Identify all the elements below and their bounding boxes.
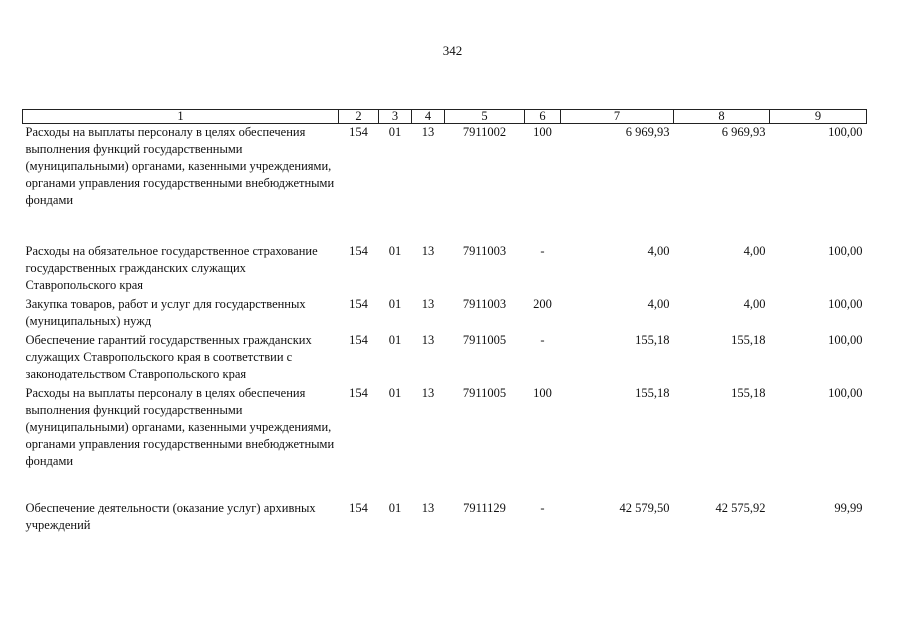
cell-c3: 01: [388, 125, 402, 139]
cell-c9: 100,00: [828, 125, 863, 139]
cell-c2: 154: [349, 333, 368, 347]
header-cell: 3: [379, 110, 412, 124]
header-cell: 8: [674, 110, 770, 124]
row-name: Обеспечение деятельности (оказание услуг) архивных учреждений: [25, 501, 316, 532]
cell-c3: 01: [388, 244, 402, 258]
header-cell: 1: [23, 110, 339, 124]
cell-c6: -: [540, 333, 545, 347]
cell-c4: 13: [421, 297, 435, 311]
cell-c7: 4,00: [647, 244, 670, 258]
budget-table: [22, 109, 867, 534]
cell-c5: 7911005: [462, 333, 507, 347]
row-spacer: [23, 470, 867, 500]
row-name: Расходы на выплаты персоналу в целях обеспечения выполнения функций государственными (муниципальными) органами, казенными учреждениями, органами управления государственными внебюджетными фондами: [25, 386, 335, 468]
cell-c7: 155,18: [635, 386, 670, 400]
cell-c4: 13: [421, 501, 435, 515]
cell-c6: -: [540, 501, 545, 515]
table-row: [23, 243, 867, 294]
cell-c8: 4,00: [743, 244, 766, 258]
header-cell: 9: [770, 110, 867, 124]
cell-c5: 7911002: [462, 125, 507, 139]
header-cell: 7: [561, 110, 674, 124]
table-row: [23, 385, 867, 470]
cell-c8: 6 969,93: [721, 125, 766, 139]
page-number: 342: [442, 43, 463, 58]
cell-c2: 154: [349, 125, 368, 139]
row-name: Расходы на выплаты персоналу в целях обеспечения выполнения функций государственными (муниципальными) органами, казенными учреждениями, органами управления государственными внебюджетными фондами: [25, 125, 335, 207]
cell-c3: 01: [388, 386, 402, 400]
row-name: Обеспечение гарантий государственных гражданских служащих Ставропольского края в соответствии с законодательством Ставропольского края: [25, 333, 312, 381]
header-cell: 5: [445, 110, 525, 124]
header-cell: 4: [412, 110, 445, 124]
cell-c9: 100,00: [828, 244, 863, 258]
cell-c5: 7911003: [462, 297, 507, 311]
table-row: [23, 124, 867, 210]
cell-c5: 7911129: [463, 501, 506, 515]
cell-c8: 42 575,92: [715, 501, 766, 515]
cell-c2: 154: [349, 386, 368, 400]
cell-c3: 01: [388, 297, 402, 311]
row-name: Расходы на обязательное государственное страхование государственных гражданских служащих Ставропольского края: [25, 244, 318, 292]
cell-c7: 6 969,93: [625, 125, 670, 139]
cell-c6: 100: [533, 125, 552, 139]
cell-c2: 154: [349, 501, 368, 515]
cell-c4: 13: [421, 333, 435, 347]
cell-c9: 100,00: [828, 297, 863, 311]
cell-c9: 99,99: [834, 501, 863, 515]
cell-c6: 200: [533, 297, 552, 311]
cell-c8: 4,00: [743, 297, 766, 311]
header-cell: 2: [339, 110, 379, 124]
table-row: [23, 500, 867, 534]
cell-c7: 155,18: [635, 333, 670, 347]
cell-c9: 100,00: [828, 333, 863, 347]
table-row: [23, 332, 867, 383]
cell-c4: 13: [421, 244, 435, 258]
cell-c8: 155,18: [731, 333, 766, 347]
cell-c7: 42 579,50: [619, 501, 670, 515]
table-row: [23, 296, 867, 330]
cell-c5: 7911005: [462, 386, 507, 400]
cell-c2: 154: [349, 297, 368, 311]
cell-c2: 154: [349, 244, 368, 258]
cell-c7: 4,00: [647, 297, 670, 311]
cell-c8: 155,18: [731, 386, 766, 400]
cell-c3: 01: [388, 333, 402, 347]
row-spacer: [23, 209, 867, 243]
cell-c4: 13: [421, 125, 435, 139]
cell-c9: 100,00: [828, 386, 863, 400]
cell-c4: 13: [421, 386, 435, 400]
cell-c6: -: [540, 244, 545, 258]
row-name: Закупка товаров, работ и услуг для государственных (муниципальных) нужд: [25, 297, 306, 328]
header-row: [23, 110, 867, 124]
cell-c3: 01: [388, 501, 402, 515]
cell-c6: 100: [533, 386, 552, 400]
header-cell: 6: [525, 110, 561, 124]
cell-c5: 7911003: [462, 244, 507, 258]
